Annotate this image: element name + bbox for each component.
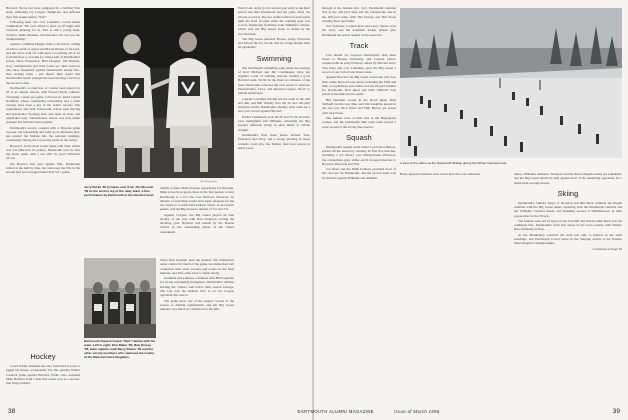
paragraph: Tod Sylvester, Connell Ross and Leroy Spence won the relay, and the Kaufman Stokes helped give Dartmouth the points needed in the team race.: [322, 24, 396, 37]
right-page: [297, 0, 628, 420]
paragraph: through at the Indians win, 3-25. Dartmouth captured first in the 220-yard dash and the breaststroke and in the 400-yard relay, with Tim Dorsey and Tim Foote winning their specialties.: [322, 6, 396, 23]
squash-photo: [84, 258, 156, 338]
left-column-1: [6, 6, 80, 406]
paragraph: Cal Ibsen and the Mills brothers provided most of the victories for Dartmouth, and the second team won its matches against Williams and Amherst.: [322, 167, 396, 180]
paragraph: Jim Bowie's first year against Yale, Dartmouth trailed at the half by nine, but outscored the Elis in the second half and averaged better than 5.0 a game.: [6, 161, 80, 175]
paragraph: Dartmouth's Chiharu Igaya of Norwich and Bill Beck continue the Pisgah tradition with the Big Green skiers capturing both the Dartmouth Carnival and the Williams Carnival meets, and finishing second at Williamstown in their preparation for the NCAA.: [514, 200, 622, 218]
paragraph: Dartmouth's scoring has, of course, been shared by all of its regular starters, with forward Rudy LaRusso averaging a point per game, followed by guard Chuck Kaufman, whose outstanding rebounding and a point average have been a key in the team's success. The sophomores and Walt Sosnowski, whose hard driving and spectacular shooting have also been an asset, and playmaker Gary Vandermolen, whose cool play under pressure has held the team together.: [6, 86, 80, 125]
photo-credit: Lois Meyer photo: [200, 180, 218, 183]
relay-photo-caption: Jerry Burke '60 (r) takes over from Jim Wooster '59 as the anchor leg of the relay team, a fine performance by Dartmouth in the Harvard meet.: [84, 185, 155, 197]
ski-photo-graphic: [400, 8, 622, 158]
track-heading: Track: [349, 40, 369, 50]
paragraph: Coach Eddie Jeremiah has also found that it pays to juggle his lineup occasionally. For the opening Winter Carnival game against Harvard, Eddie, who switched Mike Holborn from a first-line center post to a second-line wing position.: [6, 364, 80, 385]
paragraph: Against Colgate, the Big Green played its best hockey of the year with Bob Ferguson scoring the deciding goal. Holborn was named by the Boston writers as the outstanding player of the winter tournament.: [160, 212, 234, 234]
page-number-right: 39: [612, 408, 620, 415]
squash-heading: Squash: [346, 132, 372, 142]
right-column-2b: [400, 172, 508, 408]
paragraph: Captain Cornelius Neville led the team in the 220 and 440, and Bill Whaley won the 50 and 100-yard freestyle events. Dartmouth's medley relay team set a new pool record against Harvard.: [238, 96, 310, 114]
hockey-heading: Hockey: [30, 352, 56, 361]
paragraph: The Indians were at their best at the Heptagonal Games, and the Dartmouth mile relay team placed a close second to the strong Yale quartet.: [322, 116, 396, 129]
right-column-1: [322, 6, 396, 406]
left-column-2: [160, 258, 234, 408]
paragraph: However, in the most recent game with Yale, which was lost (Harvard 10 points), Dartmouth won its first big home game with a run after its good defensive record.: [6, 143, 80, 161]
paragraph: Against Harvard, the Big Green could take only four firsts while Harvard won seven, including the 1000 and mile, as sophomore Len Carlin won the 60-yard hurdles for Dartmouth. Bob Reed and Dick Stillwell took points in the mile and two-mile.: [322, 75, 396, 97]
page-number-left: 38: [8, 408, 16, 415]
center-column: [238, 6, 310, 406]
paragraph: Following their win over Columbia, Coach Julian commented: "We can't afford to have an off night with everyone gunning for us. This is still a young team, bound to make mistakes, but mistakes can cost you the championship.": [6, 19, 80, 41]
skiing-heading: Skiing: [557, 188, 579, 198]
paragraph: Dartmouth's final three meets include Yale, Princeton and Navy, and a strong showing in those contests could give the Indians their best season in many years.: [238, 133, 310, 150]
swimming-heading: Swimming: [256, 53, 292, 63]
paragraph: Yale's Bob Kreidler held the Indians' Jim Rutherford under control for much of the game, but Rutherford still connected with some seventy-odd points in the final minutes, and Yale came back to finish strong.: [160, 258, 234, 275]
paragraph: Earlier Dartmouth took 48-38 and 57-29 victories over Springfield and Williams, extending the Big Green's unbeaten string in dual meets to eleven straight.: [238, 114, 310, 132]
ski-photo-caption: A view of the slalom at the Dartmouth Skiway during the Winter Carnival meet.: [400, 161, 508, 165]
paragraph: The Big Green defeated Brown, Army, Princeton and Yale in the Ivy circuit, and by a large margin built its opponents.: [238, 36, 310, 50]
paragraph: West Point. Army got its second goal early in the third period and then Dartmouth tied the game when Joe Giroux scored it. The two teams battled on even terms until the final seconds when the winning goal was scored. Dartmouth freshman John Wellman's winner, which sent the Big Green down to defeat in the crowded rink.: [238, 6, 310, 36]
continued-note: Continued on Page 65: [592, 246, 622, 251]
squash-photo-caption: Dartmouth Squash Coach "Red" Harlow with his team. Left to right: Kim Baker '60, Bob Kinsey '58, team captain, with Barry Parker '59 and the other varsity members who captured the trophy at the National Intercollegiates.: [84, 339, 156, 359]
paragraph: Dartmouth's record, coupled with a 38-point game average, top rebounding and some good defensive play, has pushed the Indians into the national rankings, consistently among the top twenty teams in the nation.: [6, 125, 80, 143]
running-title: DARTMOUTH ALUMNI MAGAZINE: [297, 409, 374, 414]
running-date: Issue of March 1958: [394, 409, 440, 414]
paragraph: Bill Denckler scored in the broad jump, Dick Stillwell ran his best time, and Jim Laughlin placed in the shot put. Dick Webb and Walt Barrett got points with Jack Eaton.: [322, 97, 396, 115]
paragraph: Amos, Williams, Amherst, Wesleyan and the Intercollegiate teams are scheduled, and the Big Green should do well against most of the remaining opponents for a better-than-average season.: [514, 172, 622, 185]
ski-slalom-photo: [400, 8, 622, 158]
right-column-3: [514, 172, 622, 408]
hockey-section: [6, 348, 80, 412]
relay-photo-graphic: [84, 8, 234, 178]
relay-photo: [84, 8, 234, 178]
paragraph: chiefly to allow Holborn more opportunity for shooting. Mike scored four goals, three in the first period, to lead Dartmouth to a 6-3 win over Harvard. However, no amount of switching would have been adequate for the two losses to Cornell and Clarkson which, in successive games, sent the Big Green to defeats of 7-0 and 7-6.: [160, 186, 234, 212]
paragraph: The Indians were led by Igaya in the downhill and slalom while Beck won the combined title. Dartmouth's team also shone in the cross-country with Nunzio Raso finishing well up.: [514, 218, 622, 232]
paragraph: Harvard, 56-64, but were outplayed by a battling Yale team, defending Ivy League champions, and suffered their first league defeat, 70-67.: [6, 6, 80, 19]
squash-photo-graphic: [84, 258, 156, 338]
paragraph: Last month we reported Dartmouth's dual meet losses to Boston University and Cornell, which, coupled with an early February defeat by Harvard and a Yale meet win over Columbia, gave the Big Green a record of one victory and three losses.: [322, 52, 396, 74]
paragraph: The game drew one of the largest crowds of the season to Alumni Gymnasium, and the Big Green remains very much in contention for the title.: [160, 298, 234, 312]
paragraph: Dartmouth's squash team, under Coach Red Harlow, started off the season by winning its first five matches, including a 4-5 victory over Pennsylvania. However, the competition grew stiffer and it dropped matches to Harvard, Princeton and Yale.: [322, 144, 396, 166]
paragraph: Kaufman and LaRusso combined with Bill Foppiano for strong rebounding throughout, Dartmouth's defense holding the visitors well below their season average. The loss was the Indians' first to an Ivy League opponent this season.: [160, 276, 234, 298]
paragraph: Against Columbia Duggie went to his bench, calling on Dave Gavitt as guard and Bryant Barnes at forward, and the move paid off with these two hitting 26 of 42 from the floor to account for almost half of Dartmouth's points. Dave Pasternack, Hud Douglas, Jim Hanson, Gary Vandermolen and John Jones are other reserves who have frequently spelled Dartmouth's steady five-man starting team - and there's little doubt that Dartmouth's bench strength has been the major factor in the record to date.: [6, 42, 80, 85]
paragraph: At the Middlebury Carnival the team lost only to Denver in the team standings, and Dartmouth scored better in the jumping events at the Eastern Intercollegiate Championships.: [514, 232, 622, 246]
paragraph: The Dartmouth swimming team under the tutelage of Karl Michael and Jim Commiskey, have put together a pair of winning seasons, beating a good Harvard team, 50-36. In the final two minutes of the meet Dartmouth collected the vital points to outscore Pennsylvania, 74-12, and defeated Colgate, 59-27, to remain undefeated.: [238, 65, 310, 96]
paragraph: Hosts again the matches were closer than the score indicated.: [400, 172, 481, 176]
